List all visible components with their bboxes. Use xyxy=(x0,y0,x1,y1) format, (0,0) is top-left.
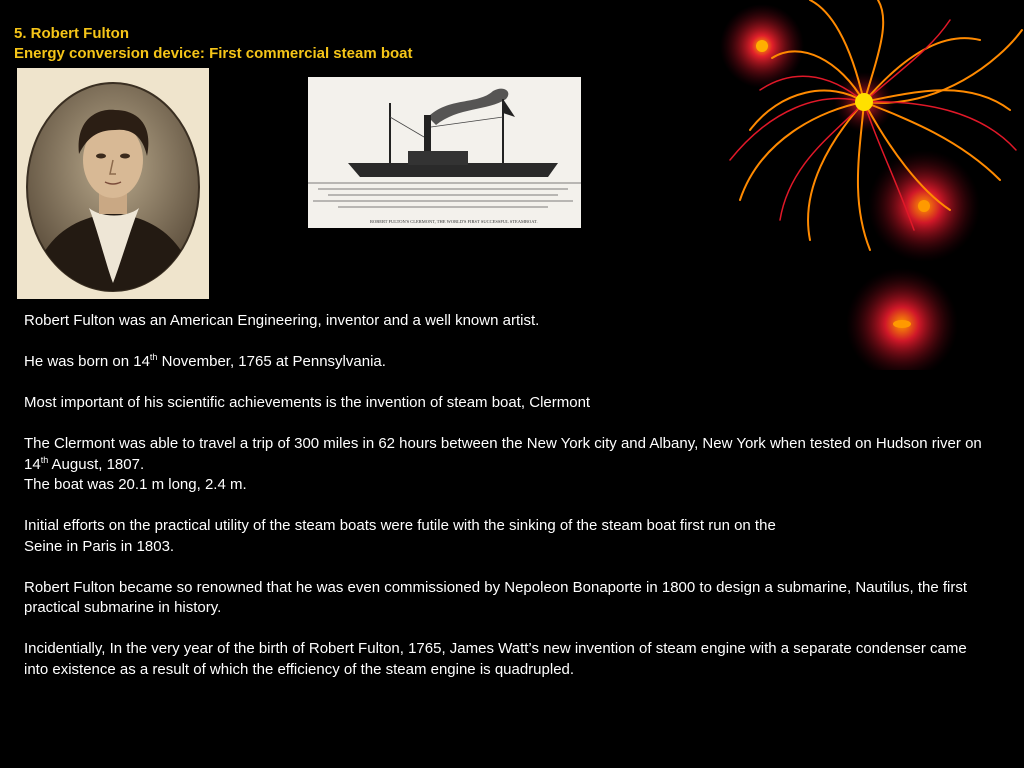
clermont-text-end: August, 1807. xyxy=(48,455,145,473)
initial-efforts-line2: Seine in Paris in 1803. xyxy=(24,537,175,555)
birth-superscript: th xyxy=(149,352,158,362)
paragraph-birth xyxy=(24,352,984,373)
clermont-text-start: The Clermont was able to travel a trip of 300 miles in 62 hours between the New York city and Albany, New York when tested on Hudson river on 14 xyxy=(24,435,982,473)
steamboat-image xyxy=(308,77,581,228)
paragraph-occupation: Robert Fulton was an American Engineering, inventor and a well known artist. xyxy=(24,312,540,329)
birth-text-start: He was born on 14 xyxy=(24,353,150,370)
paragraph-submarine: Robert Fulton became so renowned that he was even commissioned by Nepoleon Bonaporte in 1800 to design a submarine, Nautilus, the first practical submarine in history. xyxy=(24,578,968,616)
birth-text-end: November, 1765 at Pennsylvania. xyxy=(157,353,386,370)
title-line-name: 5. Robert Fulton xyxy=(14,25,129,42)
steamboat-caption: ROBERT FULTON'S CLERMONT, THE WORLD'S FIRST SUCCESSFUL STEAMBOAT. xyxy=(370,219,538,224)
initial-efforts-line1: Initial efforts on the practical utility of the steam boats were futile with the sinking of the steam boat first run on the xyxy=(24,517,776,534)
paragraph-james-watt: Incidentially, In the very year of the birth of Robert Fulton, 1765, James Watt’s new invention of steam engine with a separate condenser came into existence as a result of which the efficiency of the steam engine is quadrupled. xyxy=(24,640,967,678)
title-line-subtitle: Energy conversion device: First commercial steam boat xyxy=(14,45,413,62)
clermont-superscript: th xyxy=(40,454,49,465)
paragraph-initial-efforts xyxy=(24,516,984,557)
slide-title xyxy=(14,24,412,64)
body-text xyxy=(24,311,984,701)
paragraph-clermont xyxy=(24,434,984,496)
boat-dimensions: The boat was 20.1 m long, 2.4 m. xyxy=(24,476,247,493)
paragraph-achievement: Most important of his scientific achievements is the invention of steam boat, Clermont xyxy=(24,394,591,411)
portrait-image xyxy=(17,68,209,299)
